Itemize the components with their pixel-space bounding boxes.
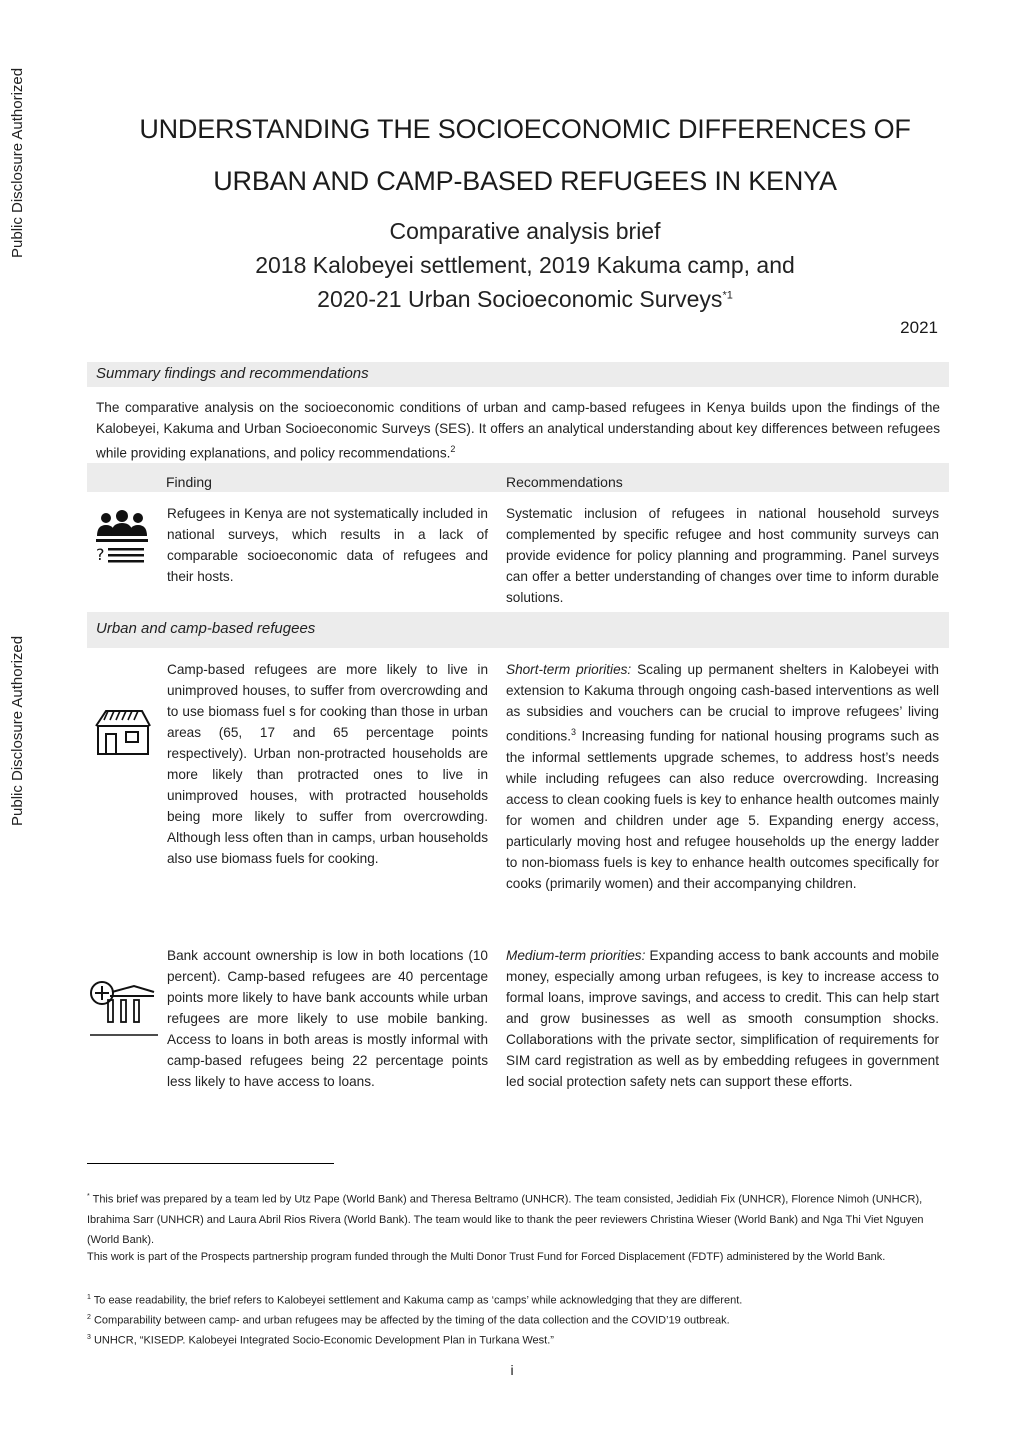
subtitle-line3 [90,286,960,313]
footnote-separator [87,1163,334,1164]
row1-finding: Refugees in Kenya are not systematically included in national surveys, which results in a lack of comparable socioeconomic data of refugees and their hosts. [167,506,488,584]
document-title-line1: UNDERSTANDING THE SOCIOECONOMIC DIFFERENCES OF [139,114,911,144]
summary-intro-text: The comparative analysis on the socioeconomic conditions of urban and camp-based refugees in Kenya builds upon the findings of the Kalobeyei, Kakuma and Urban Socioeconomic Surveys (SES). It offers an analytical understanding about key differences between refugees while providing explanations, and policy recommendations. [96,400,940,461]
people-group-icon [94,510,150,564]
footnote-3-text: UNHCR, “KISEDP. Kalobeyei Integrated Socio-Economic Development Plan in Turkana West.” [93,1334,554,1347]
subtitle-line3-text: 2020-21 Urban Socioeconomic Surveys [317,286,723,312]
footnote-1-mark: 1 [87,1294,91,1301]
row2-rec-note: 3 [571,727,577,737]
footnote-star-2: This work is part of the Prospects partnership program funded through the Multi Donor Trust Fund for Forced Displacement (FDTF) administered by the World Bank. [87,1251,886,1263]
footnote-2-mark: 2 [87,1314,91,1321]
row2-recommendation [506,659,939,894]
bank-icon [88,980,160,1040]
row2-finding: Camp-based refugees are more likely to live in unimproved houses, to suffer from overcrowding and to use biomass fuel s for cooking than those in urban areas (65, 17 and 65 percentage points respectively). Urban non-protracted households are more likely than protracted ones to live in unimproved houses, with protracted households being more likely to suffer from overcrowding. Although less often than in camps, urban households also use biomass fuels for cooking. [167,662,488,866]
row1-recommendation: Systematic inclusion of refugees in national household surveys complemented by specific refugee and host community surveys can provide evidence for policy planning and programming. Panel surveys can offer a better understanding of changes over time to inform durable solutions. [506,506,939,605]
publication-year: 2021 [900,318,938,337]
section2-heading: Urban and camp-based refugees [96,620,316,637]
document-title-line2: URBAN AND CAMP-BASED REFUGEES IN KENYA [213,166,837,196]
column-header-finding: Finding [166,474,212,490]
summary-heading: Summary findings and recommendations [96,365,369,382]
row2-rec-part2: Increasing funding for national housing programs such as the informal settlements upgrade schemes, to address host’s needs while including refugees can also reduce overcrowding. Increasing access to clean cooking fuels is key to enhance health outcomes mainly for women and children under age 5. Expanding energy access, particularly moving host and refugee households up the energy ladder to non-biomass fuels is key to enhance health outcomes specifically for cooks (primarily women) and their accompanying children. [506,728,939,891]
row3-rec-text: Expanding access to bank accounts and mobile money, especially among urban refugees, is key to increase access to formal loans, improve savings, and access to credit. This can help start and grow businesses as well as smooth consumption shocks. Collaborations with the private sector, simplification of requirements for SIM card registration as well as by embedding refugees in government led social protection safety nets can support these efforts. [506,948,940,1089]
footnote-star-text: This brief was prepared by a team led by Utz Pape (World Bank) and Theresa Beltramo (UNHCR). The team consisted, Jedidiah Fix (UNHCR), Florence Nimoh (UNHCR), Ibrahima Sarr (UNHCR) and Laura Abril Rios Rivera (World Bank). The team would like to thank the peer reviewers Christina Wieser (World Bank) and Nga Thi Viet Nguyen (World Bank). [87,1193,924,1246]
page-number: i [510,1362,514,1378]
row3-finding: Bank account ownership is low in both locations (10 percent). Camp-based refugees are 40 percentage points more likely to have bank accounts while urban refugees are more likely to use mobile banking. Access to loans in both areas is mostly informal with camp-based refugees being 22 percentage points less likely to have access to loans. [167,948,488,1089]
row2-rec-label: Short-term priorities: [506,662,632,677]
footnote-1-text: To ease readability, the brief refers to Kalobeyei settlement and Kakuma camp as ‘camps’ while acknowledging that they are different. [93,1294,743,1307]
footnote-2-text: Comparability between camp- and urban refugees may be affected by the timing of the data collection and the COVID’19 outbreak. [93,1314,730,1327]
row3-rec-label: Medium-term priorities: [506,948,646,963]
row3-recommendation [506,945,939,1092]
house-icon [92,706,154,756]
footnote-3-mark: 3 [87,1334,91,1341]
footnote-3 [87,1328,947,1351]
disclosure-label-bottom-text: Public Disclosure Authorized [9,635,26,826]
footnote-star-mark: * [87,1193,90,1200]
disclosure-label-top-text: Public Disclosure Authorized [9,67,26,258]
column-header-recommendations: Recommendations [506,474,623,490]
svg-text:?: ? [96,545,105,564]
footnote-star [87,1187,947,1250]
summary-intro [96,397,940,464]
subtitle-line2: 2018 Kalobeyei settlement, 2019 Kakuma camp, and [255,252,795,278]
row2-rec-part1: Scaling up permanent shelters in Kalobeyei with extension to Kakuma through ongoing cash-based interventions as well as subsidies and vouchers can be crucial to improve refugees’ living conditions. [506,662,939,744]
subtitle-footnote-marks: *1 [722,289,733,302]
subtitle-line1: Comparative analysis brief [389,218,661,244]
summary-intro-note: 2 [450,444,456,454]
